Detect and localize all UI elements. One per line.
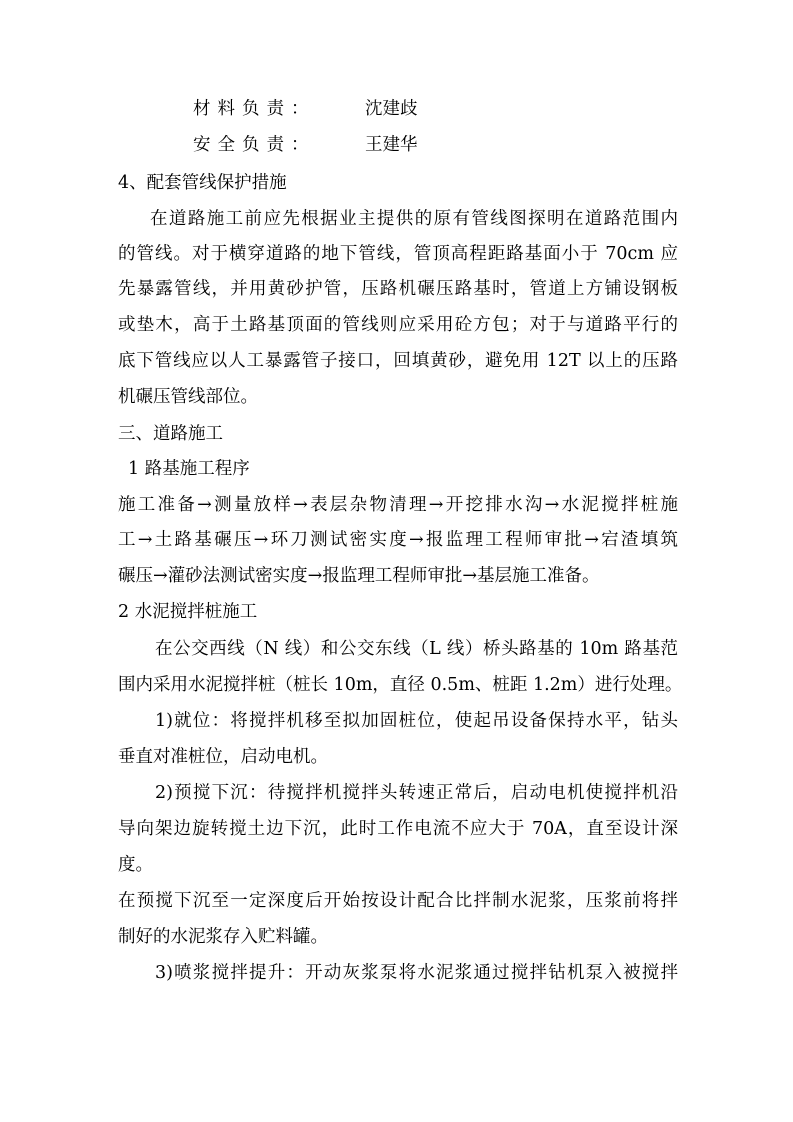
subsection-heading-mixing-pile: 2 水泥搅拌桩施工 [118, 602, 258, 622]
mixing-pile-intro-line: 在公交西线（N 线）和公交东线（L 线）桥头路基的 10m 路基范 [155, 639, 678, 659]
mixing-pile-intro-line: 围内采用水泥搅拌桩（桩长 10m，直径 0.5m、桩距 1.2m）进行处理。 [118, 675, 683, 695]
note-line: 制好的水泥浆存入贮料罐。 [118, 927, 328, 947]
roster-role-safety: 安全负责： [193, 135, 316, 155]
subsection-heading-roadbed-procedure: 1 路基施工程序 [128, 459, 250, 479]
step1-line: 垂直对准桩位，启动电机。 [118, 747, 328, 767]
roster-role-materials: 材料负责： [193, 99, 316, 119]
section4-heading: 4、配套管线保护措施 [118, 173, 287, 193]
section4-paragraph-line: 在道路施工前应先根据业主提供的原有管线图探明在道路范围内 [150, 209, 678, 229]
procedure-line: 工→土路基碾压→环刀测试密实度→报监理工程师审批→宕渣填筑 [118, 530, 678, 550]
roster-name-safety: 王建华 [365, 135, 418, 155]
section4-paragraph-line: 或垫木，高于土路基顶面的管线则应采用砼方包；对于与道路平行的 [118, 315, 678, 335]
roster-name-materials: 沈建歧 [365, 99, 418, 119]
step2-line: 2)预搅下沉：待搅拌机搅拌头转速正常后，启动电机使搅拌机沿 [155, 783, 678, 803]
section3-heading: 三、道路施工 [118, 424, 223, 444]
note-line: 在预搅下沉至一定深度后开始按设计配合比拌制水泥浆，压浆前将拌 [118, 891, 678, 911]
section4-paragraph-line: 机碾压管线部位。 [118, 387, 258, 407]
step3-line: 3)喷浆搅拌提升：开动灰浆泵将水泥浆通过搅拌钻机泵入被搅拌 [155, 963, 678, 983]
section4-paragraph-line: 底下管线应以人工暴露管子接口，回填黄砂，避免用 12T 以上的压路 [118, 351, 678, 371]
step2-line: 度。 [118, 855, 153, 875]
section4-paragraph-line: 的管线。对于横穿道路的地下管线，管顶高程距路基面小于 70cm 应 [118, 244, 678, 264]
procedure-line: 碾压→灌砂法测试密实度→报监理工程师审批→基层施工准备。 [118, 566, 600, 586]
section4-paragraph-line: 先暴露管线，并用黄砂护管，压路机碾压路基时，管道上方铺设钢板 [118, 279, 678, 299]
step1-line: 1)就位：将搅拌机移至拟加固桩位，使起吊设备保持水平，钻头 [155, 711, 678, 731]
procedure-line: 施工准备→测量放样→表层杂物清理→开挖排水沟→水泥搅拌桩施 [118, 495, 678, 515]
step2-line: 导向架边旋转搅土边下沉，此时工作电流不应大于 70A，直至设计深 [118, 819, 678, 839]
